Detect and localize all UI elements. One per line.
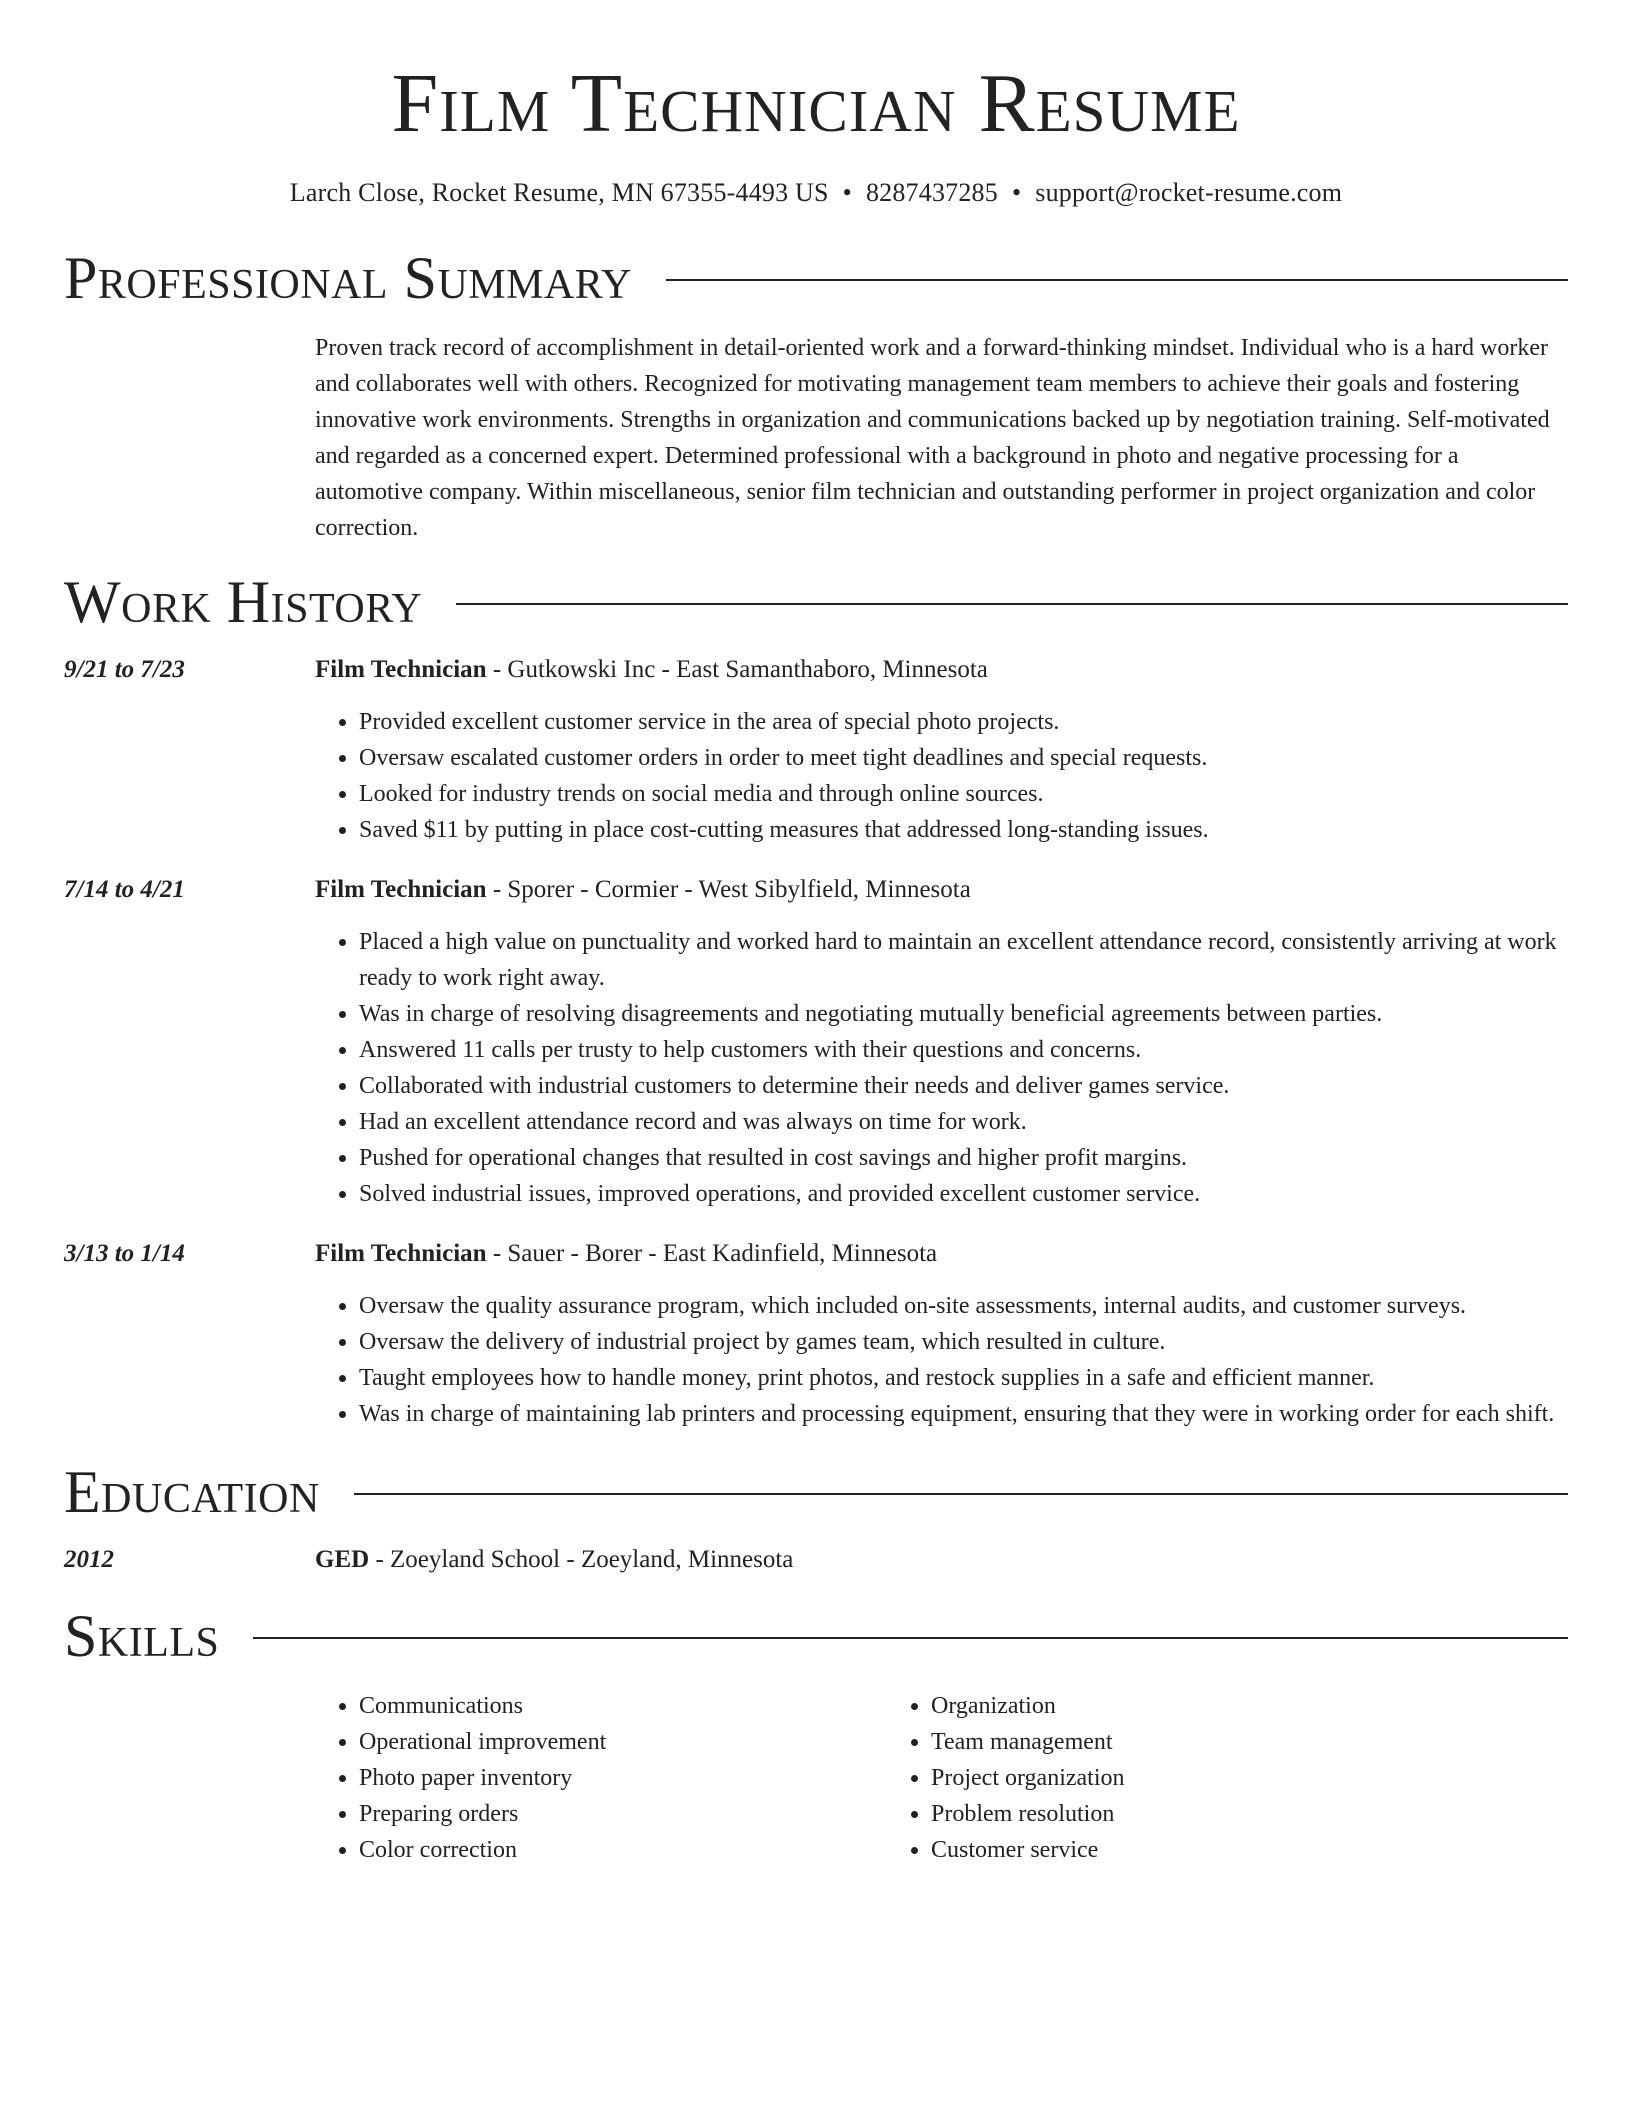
skills-column-right bbox=[887, 1688, 1568, 1868]
skills-heading: Skills bbox=[64, 1603, 220, 1669]
work-bullet: • Saved $11 by putting in place cost-cutting measures that addressed long-standing issues. bbox=[359, 812, 1568, 848]
skill-item: • Preparing orders bbox=[359, 1796, 887, 1832]
summary-text: Proven track record of accomplishment in detail-oriented work and a forward-thinking mindset. Individual who is a hard worker and collaborates well with others. Recognized for motivating management team members to achieve their goals and fostering innovative work environments. Strengths in organization and communications backed up by negotiation training. Self-motivated and regarded as a concerned expert. Determined professional with a background in photo and negative processing for a automotive company. Within miscellaneous, senior film technician and outstanding performer in project organization and color correction. bbox=[315, 335, 1550, 541]
contact-separator: • bbox=[842, 178, 852, 207]
work-dates: 7/14 to 4/21 bbox=[64, 876, 185, 903]
section-divider bbox=[456, 603, 1568, 605]
skills-list bbox=[315, 1688, 1568, 1868]
education-line bbox=[315, 1542, 1568, 1578]
education-details: - Zoeyland School - Zoeyland, Minnesota bbox=[369, 1546, 794, 1573]
skill-item: • Team management bbox=[931, 1724, 1568, 1760]
work-bullet: • Collaborated with industrial customers to determine their needs and deliver games service. bbox=[359, 1068, 1568, 1104]
contact-separator: • bbox=[1011, 178, 1022, 207]
summary-heading: Professional Summary bbox=[64, 245, 632, 311]
work-bullet: • Looked for industry trends on social media and through online sources. bbox=[359, 776, 1568, 812]
section-divider bbox=[253, 1637, 1568, 1639]
education-degree: GED bbox=[315, 1546, 370, 1573]
work-bullet: • Was in charge of resolving disagreements and negotiating mutually beneficial agreements between parties. bbox=[359, 996, 1568, 1032]
education-heading: Education bbox=[64, 1459, 320, 1525]
contact-line bbox=[64, 178, 1568, 208]
work-employer: - Sauer - Borer - East Kadinfield, Minnesota bbox=[486, 1240, 938, 1267]
work-role-line bbox=[315, 652, 1568, 688]
work-bullets bbox=[315, 1288, 1568, 1432]
work-bullet: • Provided excellent customer service in the area of special photo projects. bbox=[359, 704, 1568, 740]
section-divider bbox=[354, 1493, 1568, 1495]
work-bullet: • Oversaw the delivery of industrial project by games team, which resulted in culture. bbox=[359, 1324, 1568, 1360]
work-dates: 9/21 to 7/23 bbox=[64, 656, 185, 683]
skill-item: • Photo paper inventory bbox=[359, 1760, 887, 1796]
work-title: Film Technician bbox=[315, 1240, 487, 1267]
education-year: 2012 bbox=[64, 1546, 114, 1573]
work-bullet: • Was in charge of maintaining lab printers and processing equipment, ensuring that they were in working order for each shift. bbox=[359, 1396, 1568, 1432]
work-bullet: • Solved industrial issues, improved operations, and provided excellent customer service. bbox=[359, 1176, 1568, 1212]
skill-item: • Color correction bbox=[359, 1832, 887, 1868]
work-title: Film Technician bbox=[315, 876, 487, 903]
skill-item: • Customer service bbox=[931, 1832, 1568, 1868]
work-entry bbox=[64, 1236, 1568, 1432]
work-employer: - Sporer - Cormier - West Sibylfield, Minnesota bbox=[486, 876, 971, 903]
work-entry bbox=[64, 872, 1568, 1212]
education-section-header bbox=[64, 1459, 1568, 1525]
work-bullets bbox=[315, 704, 1568, 848]
skill-item: • Problem resolution bbox=[931, 1796, 1568, 1832]
work-entry bbox=[64, 652, 1568, 848]
work-bullet: • Oversaw the quality assurance program, which included on-site assessments, internal audits, and customer surveys. bbox=[359, 1288, 1568, 1324]
work-role-line bbox=[315, 1236, 1568, 1272]
work-bullets bbox=[315, 924, 1568, 1212]
skill-item: • Organization bbox=[931, 1688, 1568, 1724]
skills-column-left bbox=[315, 1688, 887, 1868]
work-history-list bbox=[64, 652, 1568, 1432]
skill-item: • Operational improvement bbox=[359, 1724, 887, 1760]
contact-email: support@rocket-resume.com bbox=[1035, 178, 1343, 207]
work-dates: 3/13 to 1/14 bbox=[64, 1240, 185, 1267]
work-bullet: • Oversaw escalated customer orders in order to meet tight deadlines and special requests. bbox=[359, 740, 1568, 776]
work-title: Film Technician bbox=[315, 656, 487, 683]
work-employer: - Gutkowski Inc - East Samanthaboro, Minnesota bbox=[486, 656, 988, 683]
contact-phone: 8287437285 bbox=[865, 178, 998, 207]
work-heading: Work History bbox=[64, 569, 423, 635]
work-section-header bbox=[64, 569, 1568, 635]
work-bullet: • Had an excellent attendance record and was always on time for work. bbox=[359, 1104, 1568, 1140]
skill-item: • Project organization bbox=[931, 1760, 1568, 1796]
skills-section-header bbox=[64, 1603, 1568, 1669]
work-bullet: • Placed a high value on punctuality and worked hard to maintain an excellent attendance record, consistently arriving at work ready to work right away. bbox=[359, 924, 1568, 996]
work-bullet: • Answered 11 calls per trusty to help customers with their questions and concerns. bbox=[359, 1032, 1568, 1068]
education-entry bbox=[64, 1542, 1568, 1578]
skill-item: • Communications bbox=[359, 1688, 887, 1724]
work-role-line bbox=[315, 872, 1568, 908]
section-divider bbox=[666, 279, 1568, 281]
contact-address: Larch Close, Rocket Resume, MN 67355-4493 US bbox=[289, 178, 829, 207]
resume-title: Film Technician Resume bbox=[391, 57, 1241, 150]
work-bullet: • Pushed for operational changes that resulted in cost savings and higher profit margins. bbox=[359, 1140, 1568, 1176]
summary-section-header bbox=[64, 245, 1568, 311]
work-bullet: • Taught employees how to handle money, print photos, and restock supplies in a safe and efficient manner. bbox=[359, 1360, 1568, 1396]
